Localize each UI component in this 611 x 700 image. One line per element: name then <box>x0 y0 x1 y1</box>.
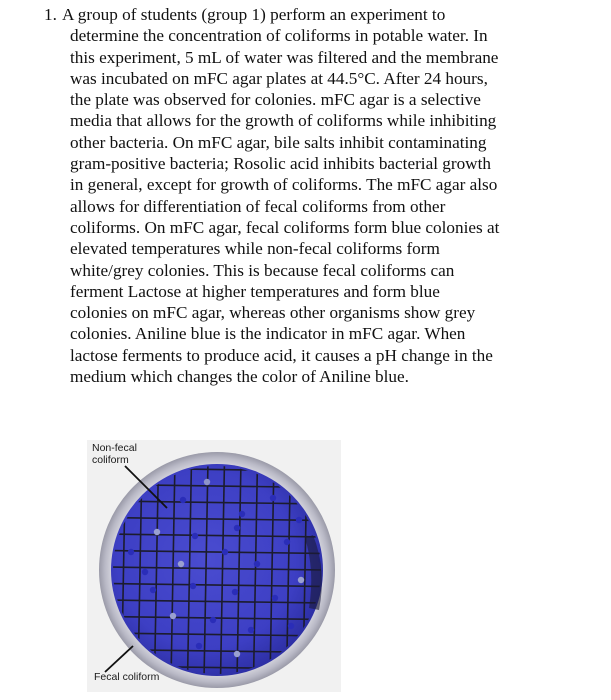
question-text-line: A group of students (group 1) perform an experiment to <box>62 5 446 24</box>
colony <box>180 497 186 503</box>
colony <box>196 643 202 649</box>
question-text-line: this experiment, 5 mL of water was filtered and the membrane <box>70 47 499 67</box>
colony <box>234 525 240 531</box>
colony <box>210 617 216 623</box>
petri-dish-photo <box>87 440 341 692</box>
label-nonfecal-line1: Non-fecal <box>92 442 137 454</box>
question-number: 1. <box>44 5 57 24</box>
colony <box>142 569 148 575</box>
colony <box>178 561 184 567</box>
colony <box>192 533 198 539</box>
question-text-line: colonies on mFC agar, whereas other organisms show grey <box>70 303 476 323</box>
colony <box>154 529 160 535</box>
colony <box>232 589 238 595</box>
colony <box>150 587 156 593</box>
colony <box>270 495 276 501</box>
question-text-line: gram-positive bacteria; Rosolic acid inhibits bacterial growth <box>70 154 491 174</box>
colony <box>288 623 294 629</box>
question-text-line: the plate was observed for colonies. mFC agar is a selective <box>70 90 481 110</box>
question-text-line: other bacteria. On mFC agar, bile salts inhibit contaminating <box>70 132 487 152</box>
pointer-line-fecal <box>105 646 133 672</box>
colony <box>298 577 304 583</box>
colony <box>128 549 134 555</box>
question-1 <box>44 4 552 387</box>
question-text-line: ferment Lactose at higher temperatures and form blue <box>70 281 440 301</box>
label-fecal-coliform: Fecal coliform <box>94 671 160 683</box>
colony <box>222 549 228 555</box>
question-text-line: was incubated on mFC agar plates at 44.5°C. After 24 hours, <box>70 68 488 88</box>
colony <box>254 561 260 567</box>
petri-dish-figure <box>87 440 341 692</box>
colony <box>234 651 240 657</box>
question-text-line: colonies. Aniline blue is the indicator in mFC agar. When <box>70 324 466 344</box>
question-text-line: determine the concentration of coliforms in potable water. In <box>70 26 488 46</box>
question-text-line: in general, except for growth of coliforms. The mFC agar also <box>70 175 498 195</box>
label-nonfecal-line2: coliform <box>92 454 129 466</box>
colony <box>204 479 210 485</box>
colony <box>248 627 254 633</box>
colony <box>190 583 196 589</box>
colony <box>284 539 290 545</box>
question-text-line: media that allows for the growth of coliforms while inhibiting <box>70 111 497 131</box>
label-nonfecal-coliform <box>92 442 137 466</box>
question-text-line: lactose ferments to produce acid, it causes a pH change in the <box>70 345 493 365</box>
colony <box>239 511 245 517</box>
question-text-line: white/grey colonies. This is because fecal coliforms can <box>70 260 455 280</box>
colony <box>296 517 302 523</box>
colony <box>272 595 278 601</box>
question-text-line: elevated temperatures while non-fecal coliforms form <box>70 239 440 259</box>
question-text-line: allows for differentiation of fecal coliforms from other <box>70 196 446 216</box>
colony <box>170 613 176 619</box>
question-text-line: coliforms. On mFC agar, fecal coliforms form blue colonies at <box>70 217 500 237</box>
question-text-line: medium which changes the color of Aniline blue. <box>70 367 409 387</box>
